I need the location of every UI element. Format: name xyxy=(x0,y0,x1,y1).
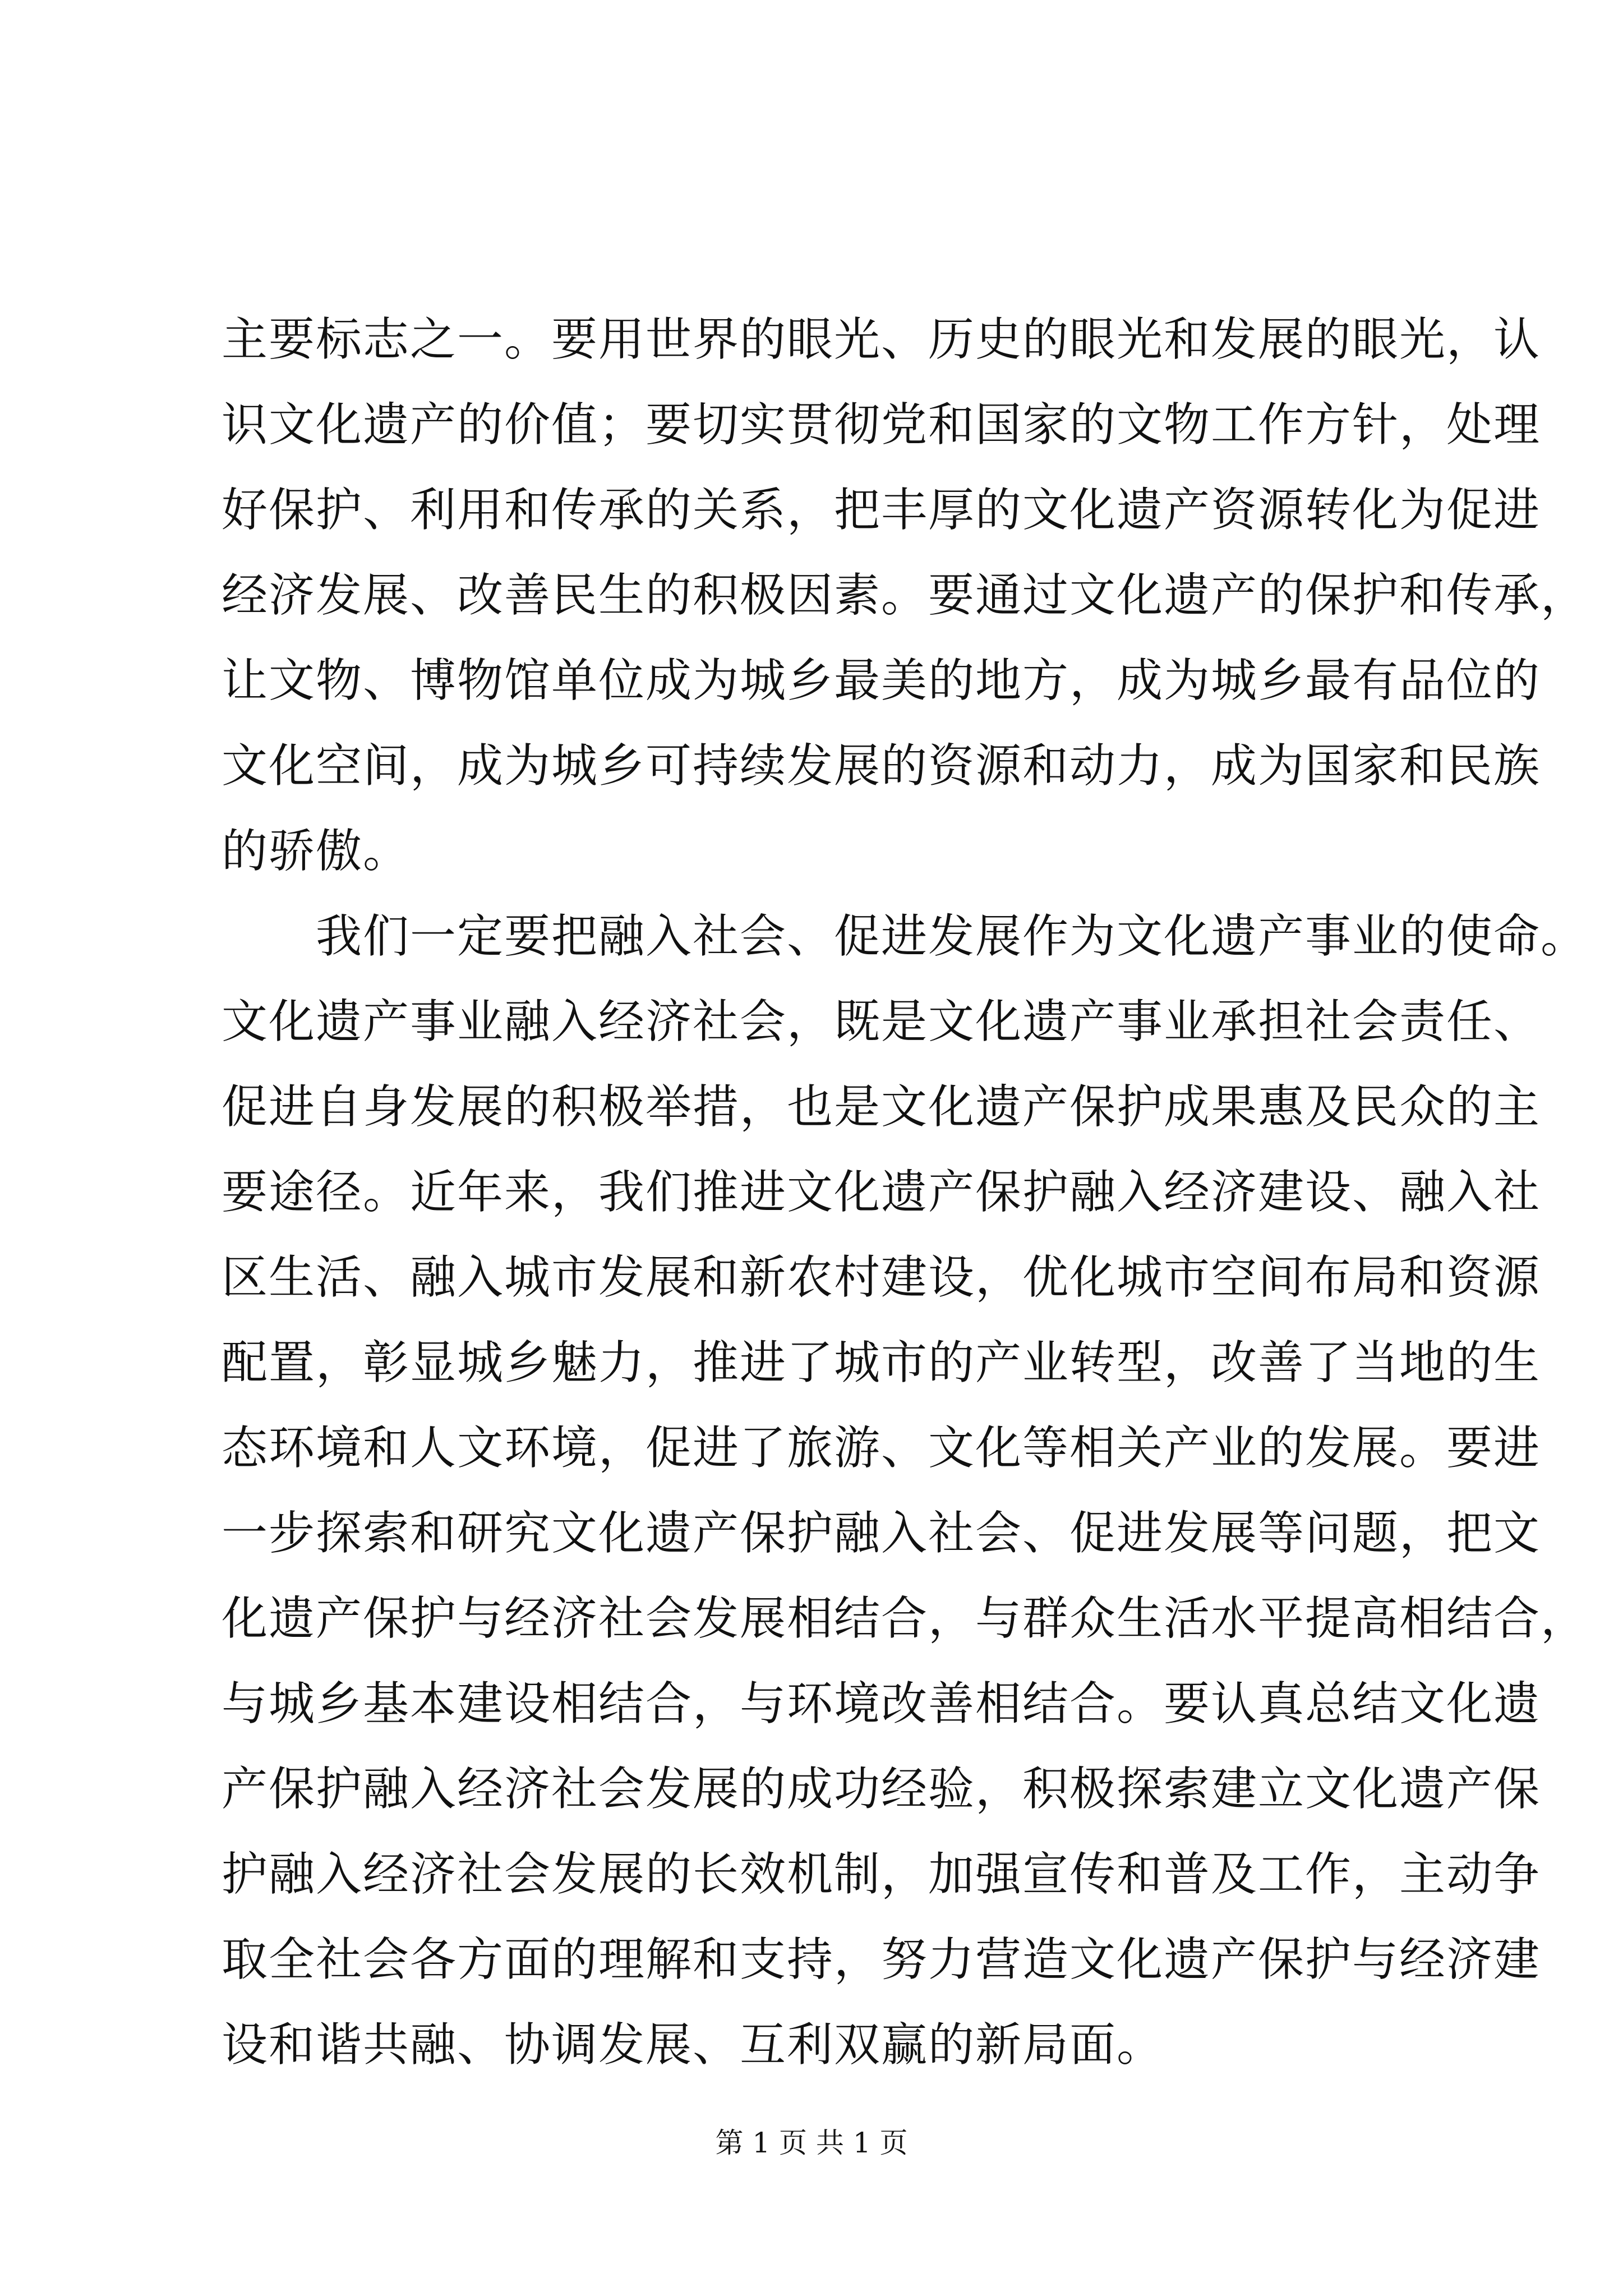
text-line: 的骄傲。 xyxy=(222,825,411,878)
text-line: 取全社会各方面的理解和支持，努力营造文化遗产保护与经济建 xyxy=(222,1933,1541,1986)
body-text xyxy=(222,297,1588,2088)
text-line: 文化遗产事业融入经济社会，既是文化遗产事业承担社会责任、 xyxy=(222,995,1541,1048)
text-line: 产保护融入经济社会发展的成功经验，积极探索建立文化遗产保 xyxy=(222,1763,1541,1816)
text-line: 文化空间，成为城乡可持续发展的资源和动力，成为国家和民族 xyxy=(222,739,1541,793)
text-line: 设和谐共融、协调发展、互利双赢的新局面。 xyxy=(222,2018,1164,2072)
text-line: 要途径。近年来，我们推进文化遗产保护融入经济建设、融入社 xyxy=(222,1166,1541,1219)
text-line: 主要标志之一。要用世界的眼光、历史的眼光和发展的眼光，认 xyxy=(222,313,1541,366)
text-line: 经济发展、改善民生的积极因素。要通过文化遗产的保护和传承， xyxy=(222,569,1588,622)
text-line: 促进自身发展的积极举措，也是文化遗产保护成果惠及民众的主 xyxy=(222,1080,1541,1134)
text-line: 好保护、利用和传承的关系，把丰厚的文化遗产资源转化为促进 xyxy=(222,484,1541,537)
text-line: 与城乡基本建设相结合，与环境改善相结合。要认真总结文化遗 xyxy=(222,1677,1541,1731)
text-line: 让文物、博物馆单位成为城乡最美的地方，成为城乡最有品位的 xyxy=(222,654,1541,707)
text-line: 配置，彰显城乡魅力，推进了城市的产业转型，改善了当地的生 xyxy=(222,1336,1541,1389)
text-line: 化遗产保护与经济社会发展相结合，与群众生活水平提高相结合， xyxy=(222,1592,1588,1645)
text-line: 一步探索和研究文化遗产保护融入社会、促进发展等问题，把文 xyxy=(222,1507,1541,1560)
page-number-footer: 第 1 页 共 1 页 xyxy=(715,2127,908,2159)
text-line: 识文化遗产的价值；要切实贯彻党和国家的文物工作方针，处理 xyxy=(222,398,1541,452)
text-line: 态环境和人文环境，促进了旅游、文化等相关产业的发展。要进 xyxy=(222,1421,1541,1475)
text-line: 我们一定要把融入社会、促进发展作为文化遗产事业的使命。 xyxy=(222,910,1588,963)
text-line: 区生活、融入城市发展和新农村建设，优化城市空间布局和资源 xyxy=(222,1251,1541,1304)
text-line: 护融入经济社会发展的长效机制，加强宣传和普及工作，主动争 xyxy=(222,1848,1541,1901)
